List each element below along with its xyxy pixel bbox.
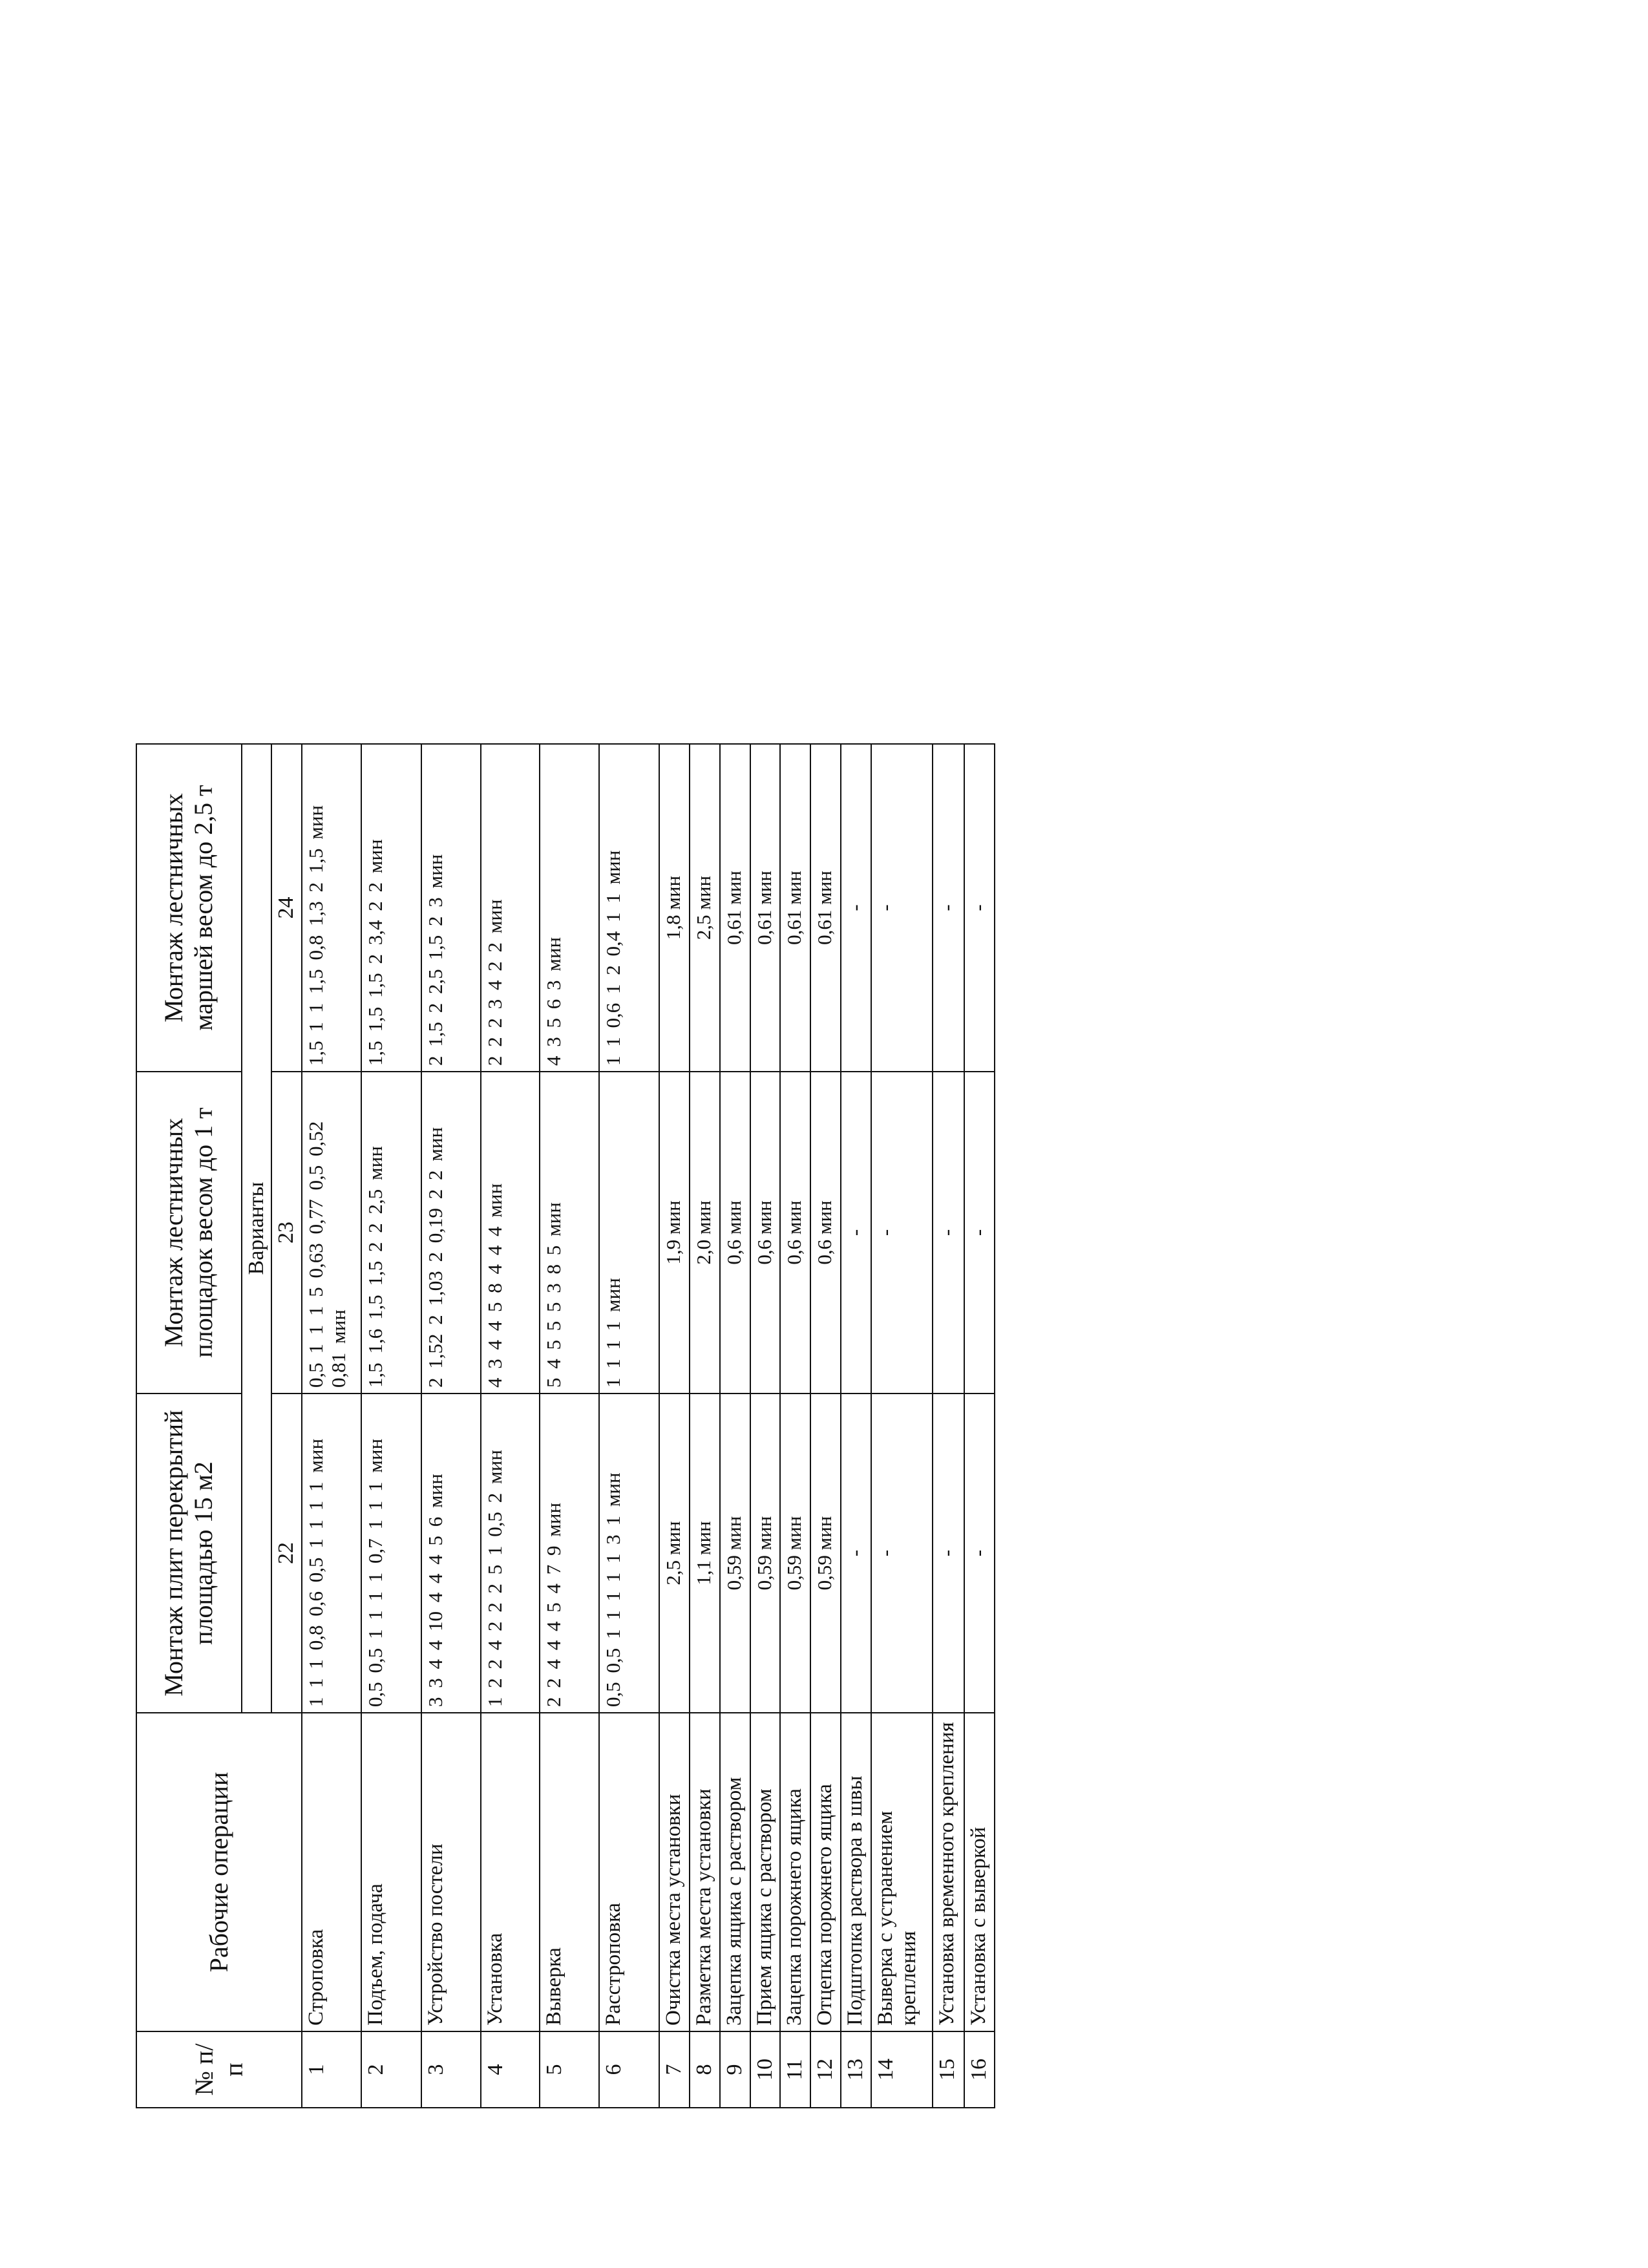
operations-table	[136, 743, 995, 2108]
row-v22: -	[964, 1394, 995, 1713]
header-operation: Рабочие операции	[136, 1713, 302, 2031]
row-operation: Подштопка раствора в швы	[841, 1713, 871, 2031]
row-no: 3	[421, 2031, 481, 2108]
row-v22: -	[841, 1394, 871, 1713]
row-v22: 0,59 мин	[810, 1394, 841, 1713]
row-v23: -	[933, 1072, 964, 1394]
row-v22: -	[871, 1394, 933, 1713]
row-v22: 1 1 1 0,8 0,6 0,5 1 1 1 1 мин	[302, 1394, 361, 1713]
row-v23: 2,0 мин	[690, 1072, 720, 1394]
row-v24: 0,61 мин	[750, 744, 781, 1072]
row-v24: 1,8 мин	[659, 744, 690, 1072]
row-operation: Строповка	[302, 1713, 361, 2031]
header-v24: 24	[271, 744, 302, 1072]
row-v24: 2 1,5 2 2,5 1,5 2 3 мин	[421, 744, 481, 1072]
table-row	[361, 744, 422, 2108]
row-v22: 0,59 мин	[750, 1394, 781, 1713]
row-operation: Очистка места установки	[659, 1713, 690, 2031]
row-v24: 0,61 мин	[780, 744, 810, 1072]
row-v24: 0,61 мин	[720, 744, 750, 1072]
row-operation: Выверка с устранением крепления	[871, 1713, 933, 2031]
rotated-page	[136, 745, 995, 2108]
table-row	[871, 744, 933, 2108]
row-v23: 0,6 мин	[750, 1072, 781, 1394]
row-v22: 1 2 2 4 2 2 2 5 1 0,5 2 мин	[481, 1394, 540, 1713]
table-row	[659, 744, 690, 2108]
row-operation: Установка с выверкой	[964, 1713, 995, 2031]
row-no: 2	[361, 2031, 422, 2108]
row-v23: 1,9 мин	[659, 1072, 690, 1394]
row-operation: Прием ящика с раствором	[750, 1713, 781, 2031]
row-no: 4	[481, 2031, 540, 2108]
row-no: 6	[599, 2031, 660, 2108]
header-col22: Монтаж плит перекрытий площадью 15 м2	[136, 1394, 242, 1713]
table-row	[750, 744, 781, 2108]
row-v22: 2,5 мин	[659, 1394, 690, 1713]
row-v24: 4 3 5 6 3 мин	[540, 744, 599, 1072]
row-operation: Подъем, подача	[361, 1713, 422, 2031]
row-operation: Устройство постели	[421, 1713, 481, 2031]
table-row	[720, 744, 750, 2108]
row-v23: 5 4 5 5 5 3 8 5 мин	[540, 1072, 599, 1394]
row-v23: 1,5 1,6 1,5 1,5 2 2 2,5 мин	[361, 1072, 422, 1394]
row-no: 16	[964, 2031, 995, 2108]
row-v24: 1 1 0,6 1 2 0,4 1 1 мин	[599, 744, 660, 1072]
row-no: 1	[302, 2031, 361, 2108]
row-v22: 0,59 мин	[720, 1394, 750, 1713]
header-no: № п/п	[136, 2031, 302, 2108]
row-v23: 0,6 мин	[810, 1072, 841, 1394]
row-operation: Установка	[481, 1713, 540, 2031]
row-v22: 2 2 4 4 4 5 4 7 9 мин	[540, 1394, 599, 1713]
table-row	[690, 744, 720, 2108]
row-no: 12	[810, 2031, 841, 2108]
row-operation: Установка временного крепления	[933, 1713, 964, 2031]
row-no: 10	[750, 2031, 781, 2108]
row-no: 14	[871, 2031, 933, 2108]
row-v24: 0,61 мин	[810, 744, 841, 1072]
row-operation: Отцепка порожнего ящика	[810, 1713, 841, 2031]
row-no: 13	[841, 2031, 871, 2108]
row-no: 5	[540, 2031, 599, 2108]
row-v24: -	[964, 744, 995, 1072]
row-v24: 2 2 2 3 4 2 2 мин	[481, 744, 540, 1072]
row-v23: 0,5 1 1 1 5 0,63 0,77 0,5 0,52 0,81 мин	[302, 1072, 361, 1394]
table-row	[810, 744, 841, 2108]
row-v24: 2,5 мин	[690, 744, 720, 1072]
row-v22: 0,5 0,5 1 1 1 1 0,7 1 1 1 мин	[361, 1394, 422, 1713]
header-col24: Монтаж лестничных маршей весом до 2,5 т	[136, 744, 242, 1072]
row-no: 7	[659, 2031, 690, 2108]
table-row	[933, 744, 964, 2108]
table-row	[481, 744, 540, 2108]
row-v22: 1,1 мин	[690, 1394, 720, 1713]
row-v23: -	[871, 1072, 933, 1394]
row-v24: -	[871, 744, 933, 1072]
row-v22: 0,5 0,5 1 1 1 1 1 3 1 мин	[599, 1394, 660, 1713]
row-v23: 2 1,52 2 1,03 2 0,19 2 2 мин	[421, 1072, 481, 1394]
row-v22: 3 3 4 4 10 4 4 4 5 6 мин	[421, 1394, 481, 1713]
row-no: 9	[720, 2031, 750, 2108]
row-v23: 0,6 мин	[720, 1072, 750, 1394]
table-row	[964, 744, 995, 2108]
row-operation: Расстроповка	[599, 1713, 660, 2031]
row-operation: Зацепка порожнего ящика	[780, 1713, 810, 2031]
row-v24: 1,5 1 1 1,5 0,8 1,3 2 1,5 мин	[302, 744, 361, 1072]
row-operation: Зацепка ящика с раствором	[720, 1713, 750, 2031]
row-v24: 1,5 1,5 1,5 2 3,4 2 2 мин	[361, 744, 422, 1072]
header-v23: 23	[271, 1072, 302, 1394]
row-v22: -	[933, 1394, 964, 1713]
row-no: 11	[780, 2031, 810, 2108]
table-row	[421, 744, 481, 2108]
table-row	[780, 744, 810, 2108]
header-variants: Варианты	[242, 744, 272, 1713]
row-v22: 0,59 мин	[780, 1394, 810, 1713]
row-v24: -	[841, 744, 871, 1072]
header-v22: 22	[271, 1394, 302, 1713]
table-row	[540, 744, 599, 2108]
row-no: 8	[690, 2031, 720, 2108]
row-v23: -	[841, 1072, 871, 1394]
row-v23: -	[964, 1072, 995, 1394]
table-row	[302, 744, 361, 2108]
table-row	[599, 744, 660, 2108]
table-row	[841, 744, 871, 2108]
row-operation: Выверка	[540, 1713, 599, 2031]
header-col23: Монтаж лестничных площадок весом до 1 т	[136, 1072, 242, 1394]
row-v24: -	[933, 744, 964, 1072]
row-v23: 1 1 1 1 мин	[599, 1072, 660, 1394]
row-no: 15	[933, 2031, 964, 2108]
row-v23: 0,6 мин	[780, 1072, 810, 1394]
row-operation: Разметка места установки	[690, 1713, 720, 2031]
row-v23: 4 3 4 4 5 8 4 4 4 мин	[481, 1072, 540, 1394]
